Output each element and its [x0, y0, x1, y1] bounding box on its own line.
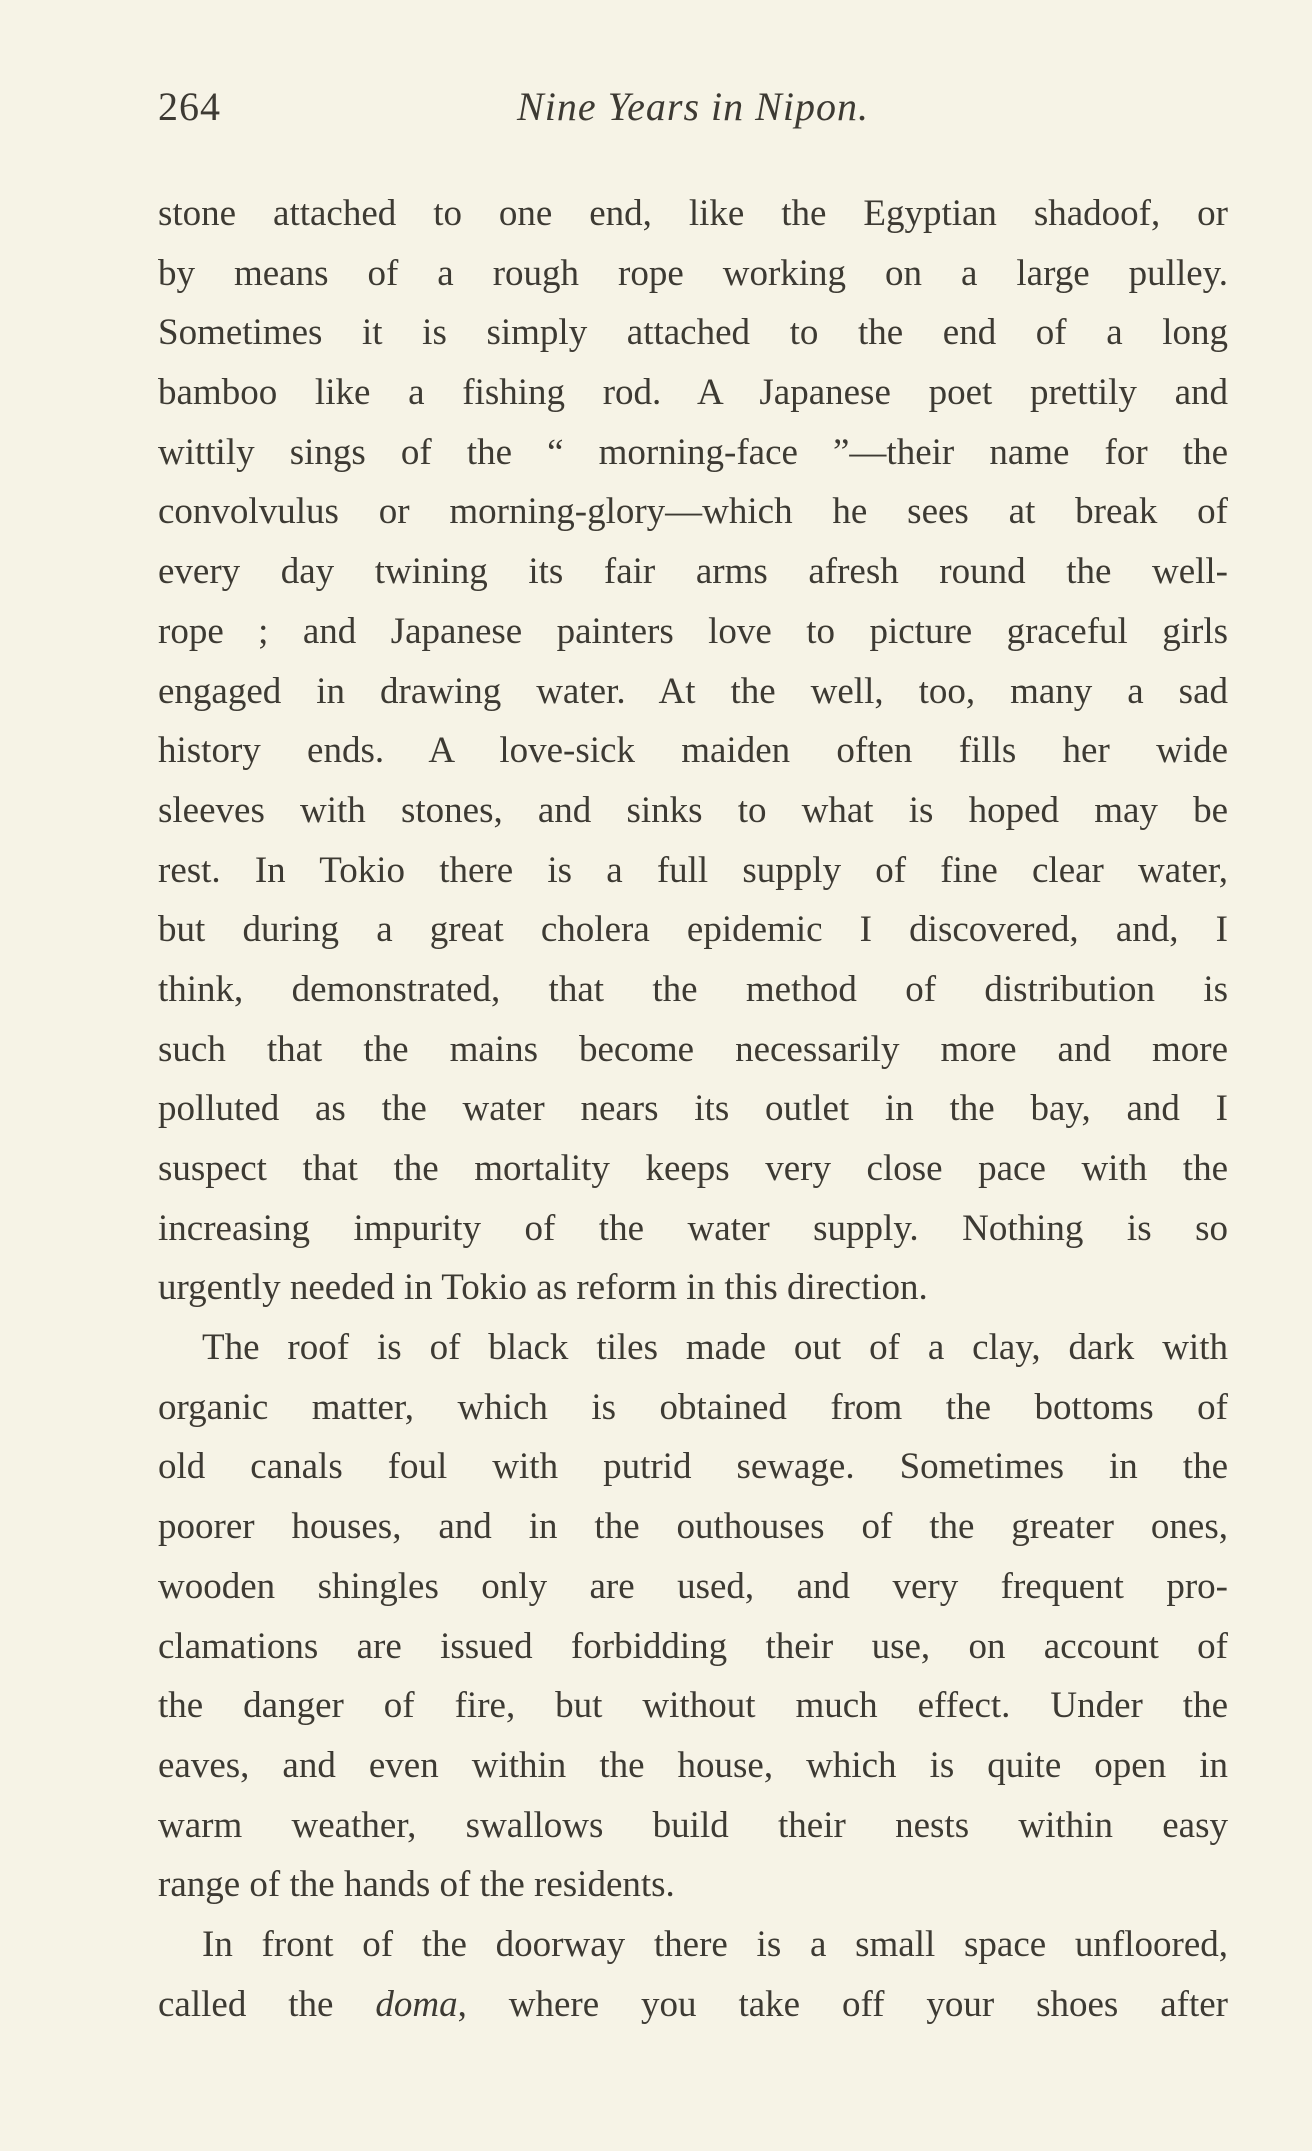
text-line: The roof is of black tiles made out of a clay, dark with	[202, 1327, 1228, 1369]
body-text	[158, 184, 1228, 2034]
italic-term-doma: doma	[375, 1983, 458, 2025]
text-line: warm weather, swallows build their nests within easy	[158, 1804, 1228, 1846]
text-line: engaged in drawing water. At the well, too, many a sad	[158, 670, 1228, 712]
text-line: wooden shingles only are used, and very frequent pro-	[158, 1565, 1228, 1607]
text-line: stone attached to one end, like the Egyptian shadoof, or	[158, 193, 1228, 234]
text-line: such that the mains become necessarily more and more	[158, 1028, 1228, 1070]
text-line: range of the hands of the residents.	[158, 1864, 675, 1906]
text-line: rest. In Tokio there is a full supply of fine clear water,	[158, 849, 1228, 891]
text-line: organic matter, which is obtained from the bottoms of	[158, 1386, 1228, 1428]
text-line: suspect that the mortality keeps very close pace with the	[158, 1148, 1228, 1189]
text-fragment: , where you take off your shoes after	[457, 1983, 1228, 2025]
text-line: every day twining its fair arms afresh round the well-	[158, 551, 1228, 593]
text-line: rope ; and Japanese painters love to picture graceful girls	[158, 610, 1228, 652]
page-number: 264	[158, 84, 221, 129]
text-line: sleeves with stones, and sinks to what is hoped may be	[158, 789, 1228, 831]
text-fragment: called the	[158, 1983, 376, 2025]
text-line: polluted as the water nears its outlet in the bay, and I	[158, 1088, 1228, 1130]
text-line: history ends. A love-sick maiden often fills her wide	[158, 730, 1228, 772]
running-head	[158, 82, 1228, 132]
text-line: In front of the doorway there is a small space unfloored,	[202, 1923, 1228, 1965]
running-title: Nine Years in Nipon.	[517, 84, 869, 129]
text-line: clamations are issued forbidding their use, on account of	[158, 1625, 1228, 1667]
text-line: Sometimes it is simply attached to the end of a long	[158, 312, 1228, 354]
text-line: wittily sings of the “ morning-face ”—their name for the	[158, 431, 1228, 473]
text-line: convolvulus or morning-glory—which he sees at break of	[158, 491, 1228, 533]
text-line-with-italic	[158, 1975, 1228, 2035]
text-line: poorer houses, and in the outhouses of the greater ones,	[158, 1506, 1228, 1548]
text-line: eaves, and even within the house, which is quite open in	[158, 1744, 1228, 1786]
text-line: think, demonstrated, that the method of distribution is	[158, 968, 1228, 1010]
text-line: urgently needed in Tokio as reform in this direction.	[158, 1267, 928, 1309]
text-line: by means of a rough rope working on a large pulley.	[158, 252, 1228, 294]
text-line: old canals foul with putrid sewage. Sometimes in the	[158, 1446, 1228, 1488]
text-line: increasing impurity of the water supply. Nothing is so	[158, 1207, 1228, 1249]
text-line: bamboo like a fishing rod. A Japanese poet prettily and	[158, 372, 1228, 414]
text-line: the danger of fire, but without much effect. Under the	[158, 1685, 1228, 1727]
text-line: but during a great cholera epidemic I discovered, and, I	[158, 909, 1228, 951]
